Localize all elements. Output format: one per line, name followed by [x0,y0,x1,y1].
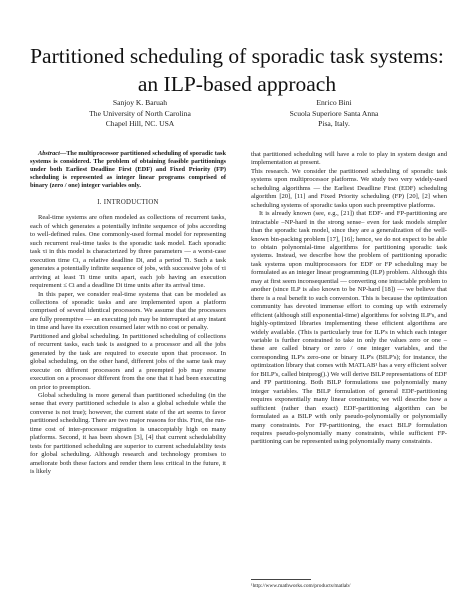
paragraph: It is already known (see, e.g., [21]) that EDF- and FP-partitioning are intractable –NP-hard in the strong sense– even for task models simpler than the sporadic task model, since they are a generalization of the well-known bin-packing problem [17], [16]; hence, we do not expect to be able to obtain polynomial-time algorithms for partitioning sporadic task systems. Instead, we describe how the problem of partitioning sporadic task systems upon multiprocessors for EDF or FP scheduling may be formulated as an integer linear programming (ILP) problem. Although this may at first seem inconsequential — converting one intractable problem to another (since ILP is also known to be NP-hard [18]) — we believe that there is a real benefit to such conversion. This is because the optimization community has devoted immense effort to coming up with extremely efficient (although still exponential-time) algorithms for solving ILP's, and highly-optimized libraries implementing these efficient algorithms are widely available. (This is particularly true for ILP's in which each integer variable is further constrained to take in only the values zero or one – these are called binary or zero / one integer variables, and the corresponding ILP's zero-one or binary ILP's (BILP's); for instance, the optimization library that comes with MATLAB¹ has a very efficient solver for BILP's, called bintprog().) We will derive BILP representations of EDF and FP partitioning. Both BILP formulations use polynomially many integer variables. The BILP formulation of general EDF-partitioning requires exponentially many linear constraints; we will describe how a sufficient (rather than exact) EDF-partitioning algorithm can be formulated as a BILP with only pseudo-polynomially or polynomially many constraints. For FP-partitioning, the exact BILP formulation requires pseudo-polynomially many constraints, while sufficient FP-partitioning can be represented using polynomially many constraints. [251,210,447,446]
paragraph: that partitioned scheduling will have a role to play in system design and implementation at present. [251,151,447,167]
author-name: Enrico Bini [316,98,352,107]
author-2 [234,98,434,130]
footnote: ¹http://www.mathworks.com/products/matlab/ [251,583,351,589]
paragraph: Real-time systems are often modeled as collections of recurrent tasks, each of which generates a potentially infinite sequence of jobs according to well-defined rules. One commonly-used formal model for representing such recurrent real-time tasks is the sporadic task model. Each sporadic task τi in this model is characterized by three parameters — a worst-case execution time Ci, a relative deadline Di, and a period Ti. Such a task generates a potentially infinite sequence of jobs, with successive jobs of τi arriving at least Ti time units apart, each job having an execution requirement ≤ Ci and a deadline Di time units after its arrival time. [30,214,226,290]
author-location: Chapel Hill, NC. USA [105,119,175,129]
paragraph: This research. We consider the partitioned scheduling of sporadic task systems upon multiprocessor platforms. We study two very widely-used scheduling algorithms — the Earliest Deadline First (EDF) scheduling algorithm [20], [11] and Fixed Priority scheduling (FP) [20], [2] when scheduling systems of sporadic tasks upon such preemptive platforms. [251,167,447,209]
abstract [30,150,226,190]
section-heading-introduction: I. INTRODUCTION [97,199,159,206]
author-location: Pisa, Italy. [318,119,350,129]
paragraph: Global scheduling is more general than partitioned scheduling (in the sense that every partitioned schedule is also a global schedule while the converse is not true); however, the current state of the art seems to favor partitioned scheduling. There are two major reasons for this. First, the run-time cost of inter-processor migration is unacceptably high on many platforms. Second, it has been shown [3], [4] that current schedulability tests for partitioned scheduling are superior to current schedulability tests for global scheduling. Although research and technology promises to ameliorate both these factors and render them less critical in the future, it is likely [30,391,226,476]
author-affiliation: Scuola Superiore Santa Anna [289,108,379,118]
abstract-text: —The multiprocessor partitioned scheduling of sporadic task systems is considered. The problem of obtaining feasible partitionings under both Earliest Deadline First (EDF) and Fixed Priority (FP) scheduling is represented as integer linear programs comprised of binary (zero / one) integer variables only. [30,150,226,189]
author-affiliation: The University of North Carolina [89,108,191,118]
footnote-rule [251,579,311,580]
left-column [30,150,226,477]
abstract-label: Abstract [38,150,60,157]
author-1 [40,98,240,130]
right-column [251,151,447,447]
paragraph: In this paper, we consider real-time systems that can be modeled as collections of sporadic tasks and are implemented upon a platform comprised of several identical processors. We assume that the processors are fully preemptive — an executing job may be interrupted at any instant in time and have its execution resumed later with no cost or penalty. [30,290,226,332]
paragraph: Partitioned and global scheduling. In partitioned scheduling of collections of recurrent tasks, each task is assigned to a processor and all the jobs generated by the task are required to execute upon that processor. In global scheduling, on the other hand, different jobs of the same task may execute on different processors and a preempted job may resume execution on a processor different from the one that it had been executing on prior to preemption. [30,332,226,391]
paper-title: Partitioned scheduling of sporadic task systems: an ILP-based approach [30,44,444,96]
author-name: Sanjoy K. Baruah [112,98,168,107]
